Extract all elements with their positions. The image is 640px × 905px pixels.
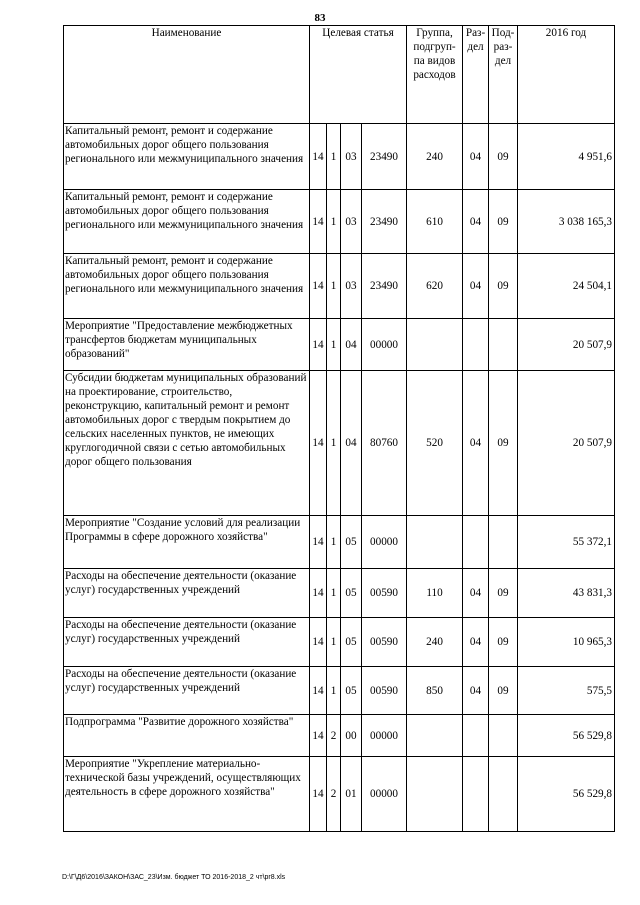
cell-program: 14 [310, 124, 327, 190]
cell-subsection: 09 [489, 569, 518, 618]
cell-subprogram: 2 [327, 757, 341, 832]
cell-name: Мероприятие "Создание условий для реализации Программы в сфере дорожного хозяйства" [64, 516, 310, 569]
cell-direction: 80760 [362, 371, 407, 516]
cell-name: Мероприятие "Предоставление межбюджетных трансфертов бюджетам муниципальных образований" [64, 319, 310, 371]
cell-name: Капитальный ремонт, ремонт и содержание автомобильных дорог общего пользования регионального или межмуниципального значения [64, 190, 310, 254]
cell-name: Капитальный ремонт, ремонт и содержание автомобильных дорог общего пользования регионального или межмуниципального значения [64, 254, 310, 319]
table-row [64, 371, 615, 516]
cell-subprogram: 1 [327, 516, 341, 569]
cell-section: 04 [463, 618, 489, 667]
cell-subprogram: 1 [327, 124, 341, 190]
cell-direction: 00000 [362, 715, 407, 757]
cell-event: 04 [341, 319, 362, 371]
cell-direction: 23490 [362, 190, 407, 254]
cell-subprogram: 2 [327, 715, 341, 757]
cell-group [407, 757, 463, 832]
cell-amount: 20 507,9 [518, 371, 615, 516]
cell-direction: 00590 [362, 667, 407, 715]
cell-program: 14 [310, 569, 327, 618]
cell-name: Субсидии бюджетам муниципальных образований на проектирование, строительство, реконструкцию, капитальный ремонт и ремонт автомобильных дорог с твердым покрытием до сельских населенных пунктов, не имеющих круглогодичной связи с сетью автомобильных дорог общего пользования [64, 371, 310, 516]
cell-program: 14 [310, 667, 327, 715]
cell-subprogram: 1 [327, 371, 341, 516]
header-year: 2016 год [518, 26, 615, 124]
cell-event: 04 [341, 371, 362, 516]
cell-amount: 56 529,8 [518, 757, 615, 832]
cell-event: 05 [341, 516, 362, 569]
cell-subprogram: 1 [327, 190, 341, 254]
cell-program: 14 [310, 319, 327, 371]
cell-group: 240 [407, 124, 463, 190]
cell-name: Подпрограмма "Развитие дорожного хозяйства" [64, 715, 310, 757]
cell-name: Мероприятие "Укрепление материально-технической базы учреждений, осуществляющих деятельность в сфере дорожного хозяйства" [64, 757, 310, 832]
cell-section: 04 [463, 124, 489, 190]
cell-program: 14 [310, 516, 327, 569]
cell-subsection [489, 516, 518, 569]
cell-name: Расходы на обеспечение деятельности (оказание услуг) государственных учреждений [64, 618, 310, 667]
cell-group [407, 319, 463, 371]
cell-program: 14 [310, 757, 327, 832]
cell-direction: 00000 [362, 319, 407, 371]
table-row [64, 516, 615, 569]
cell-subprogram: 1 [327, 618, 341, 667]
cell-program: 14 [310, 618, 327, 667]
footer-file-path: D:\Г\Д6\2016\ЗАКОН\ЗАС_23\Изм. бюджет ТО 2016-2018_2 чт\pr8.xls [62, 874, 286, 881]
cell-section: 04 [463, 569, 489, 618]
cell-section: 04 [463, 190, 489, 254]
cell-group: 110 [407, 569, 463, 618]
cell-subsection: 09 [489, 618, 518, 667]
cell-amount: 4 951,6 [518, 124, 615, 190]
cell-group [407, 715, 463, 757]
cell-subsection [489, 757, 518, 832]
cell-group: 520 [407, 371, 463, 516]
cell-amount: 55 372,1 [518, 516, 615, 569]
cell-name: Капитальный ремонт, ремонт и содержание автомобильных дорог общего пользования регионального или межмуниципального значения [64, 124, 310, 190]
cell-section [463, 516, 489, 569]
cell-direction: 00590 [362, 569, 407, 618]
cell-event: 05 [341, 569, 362, 618]
cell-direction: 00000 [362, 757, 407, 832]
cell-program: 14 [310, 715, 327, 757]
table-row [64, 715, 615, 757]
cell-group: 240 [407, 618, 463, 667]
cell-subsection [489, 319, 518, 371]
table-row [64, 569, 615, 618]
cell-section: 04 [463, 254, 489, 319]
table-header-row [64, 26, 615, 124]
table-row [64, 618, 615, 667]
table-body [64, 124, 615, 832]
cell-section [463, 757, 489, 832]
table-row [64, 319, 615, 371]
table-row [64, 124, 615, 190]
header-section: Раз- дел [463, 26, 489, 124]
header-group: Группа, подгруп- па видов расходов [407, 26, 463, 124]
table-row [64, 667, 615, 715]
cell-name: Расходы на обеспечение деятельности (оказание услуг) государственных учреждений [64, 667, 310, 715]
cell-event: 05 [341, 618, 362, 667]
cell-amount: 20 507,9 [518, 319, 615, 371]
table-row [64, 254, 615, 319]
cell-amount: 43 831,3 [518, 569, 615, 618]
budget-table [63, 25, 615, 832]
cell-event: 03 [341, 190, 362, 254]
cell-program: 14 [310, 190, 327, 254]
cell-direction: 23490 [362, 254, 407, 319]
page-number: 83 [314, 12, 326, 24]
cell-event: 00 [341, 715, 362, 757]
cell-subprogram: 1 [327, 569, 341, 618]
cell-subsection: 09 [489, 124, 518, 190]
cell-group: 620 [407, 254, 463, 319]
cell-section [463, 319, 489, 371]
cell-event: 03 [341, 124, 362, 190]
cell-amount: 3 038 165,3 [518, 190, 615, 254]
cell-subprogram: 1 [327, 254, 341, 319]
cell-event: 05 [341, 667, 362, 715]
cell-event: 03 [341, 254, 362, 319]
cell-direction: 23490 [362, 124, 407, 190]
cell-direction: 00000 [362, 516, 407, 569]
cell-group: 610 [407, 190, 463, 254]
cell-section: 04 [463, 371, 489, 516]
cell-section [463, 715, 489, 757]
table-row [64, 190, 615, 254]
header-target-article: Целевая статья [310, 26, 407, 124]
cell-subsection: 09 [489, 667, 518, 715]
cell-amount: 575,5 [518, 667, 615, 715]
cell-section: 04 [463, 667, 489, 715]
cell-program: 14 [310, 254, 327, 319]
cell-direction: 00590 [362, 618, 407, 667]
cell-subsection [489, 715, 518, 757]
cell-amount: 56 529,8 [518, 715, 615, 757]
cell-subprogram: 1 [327, 667, 341, 715]
cell-program: 14 [310, 371, 327, 516]
cell-group [407, 516, 463, 569]
header-subsection: Под- раз- дел [489, 26, 518, 124]
cell-subsection: 09 [489, 254, 518, 319]
header-name: Наименование [64, 26, 310, 124]
cell-amount: 10 965,3 [518, 618, 615, 667]
cell-name: Расходы на обеспечение деятельности (оказание услуг) государственных учреждений [64, 569, 310, 618]
cell-subsection: 09 [489, 190, 518, 254]
cell-subsection: 09 [489, 371, 518, 516]
cell-group: 850 [407, 667, 463, 715]
table-row [64, 757, 615, 832]
cell-amount: 24 504,1 [518, 254, 615, 319]
cell-subprogram: 1 [327, 319, 341, 371]
cell-event: 01 [341, 757, 362, 832]
